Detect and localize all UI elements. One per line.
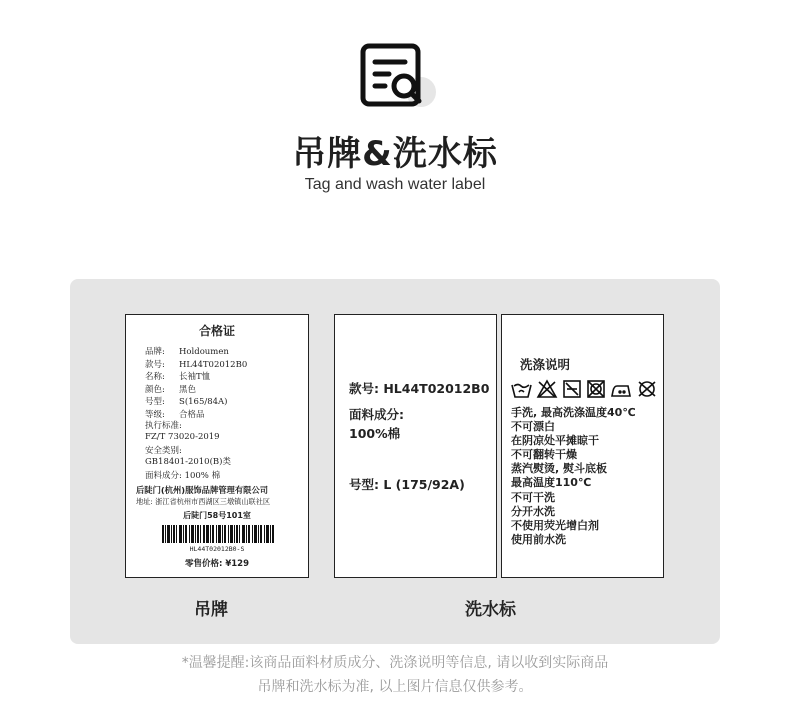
hangtag-price: 零售价格: ¥129 (184, 559, 250, 569)
page-title: 吊牌&洗水标 (292, 134, 498, 174)
care-line: 不使用荧光增白剂 (511, 518, 599, 532)
care-line: 蒸汽熨烫, 熨斗底板 (511, 462, 608, 476)
hangtag-title: 合格证 (198, 324, 235, 338)
barcode (162, 525, 274, 543)
barcode-number: HL44T02012B0-S (189, 545, 245, 553)
no-bleach-icon (538, 381, 556, 397)
notice-line-2: 吊牌和洗水标为准, 以上图片信息仅供参考。 (257, 679, 533, 695)
care-instructions (511, 406, 636, 547)
care-line: 最高温度110℃ (511, 476, 592, 490)
wash-label-fabric-label: 面料成分: (349, 407, 404, 422)
wash-label-care-card (501, 314, 664, 578)
hangtag-address: 地址: 浙江省杭州市西湖区三墩镇山联社区 (136, 497, 271, 506)
wash-label-style-number: 款号: HL44T02012B0 (349, 381, 490, 396)
document-search-icon (359, 42, 439, 112)
care-line: 不可漂白 (511, 420, 555, 434)
care-line: 手洗, 最高洗涤温度40℃ (511, 406, 636, 419)
hangtag-row: 颜色: 黑色 (145, 384, 197, 395)
hangtag-standard: 执行标准: FZ/T 73020-2019 (145, 421, 220, 442)
hangtag-info (145, 346, 247, 421)
wash-label-size: 号型: L (175/92A) (349, 477, 465, 492)
hangtag-address-line2: 后陡门58号101室 (183, 511, 251, 520)
hangtag-row: 品牌: Holdoumen (145, 347, 229, 357)
hangtag-safety: 安全类别: GB18401-2010(B)类 (145, 446, 231, 467)
care-line: 不可翻转干燥 (511, 448, 577, 462)
hangtag-caption: 吊牌 (194, 600, 228, 620)
hangtag-row: 等级: 合格品 (145, 409, 205, 420)
care-line: 在阴凉处平摊晾干 (511, 434, 599, 448)
care-line: 不可干洗 (511, 490, 555, 504)
hand-wash-icon (512, 385, 531, 398)
iron-icon (612, 386, 630, 396)
care-symbols (511, 379, 661, 399)
hangtag-row: 名称: 长袖T恤 (145, 372, 211, 382)
no-tumble-dry-circle-icon (588, 381, 604, 397)
label-panel (70, 279, 720, 644)
hangtag-card (125, 314, 309, 578)
no-dry-clean-icon (639, 382, 655, 396)
wash-label-caption: 洗水标 (465, 600, 516, 620)
care-instructions-title: 洗涤说明 (520, 357, 571, 372)
no-tumble-dry-icon (564, 381, 580, 397)
care-line: 分开水洗 (511, 504, 555, 518)
hangtag-row: 号型: S(165/84A) (145, 397, 228, 407)
wash-label-info-card (334, 314, 497, 578)
care-line: 使用前水洗 (511, 532, 566, 546)
hangtag-company: 后陡门(杭州)服饰品牌管理有限公司 (136, 485, 269, 495)
wash-label-fabric-value: 100%棉 (349, 426, 401, 441)
notice-line-1: *温馨提醒:该商品面料材质成分、洗涤说明等信息, 请以收到实际商品 (181, 655, 609, 671)
hangtag-composition: 面料成分: 100% 棉 (145, 471, 221, 481)
hangtag-row: 款号: HL44T02012B0 (145, 359, 248, 370)
page-subtitle: Tag and wash water label (304, 176, 486, 193)
